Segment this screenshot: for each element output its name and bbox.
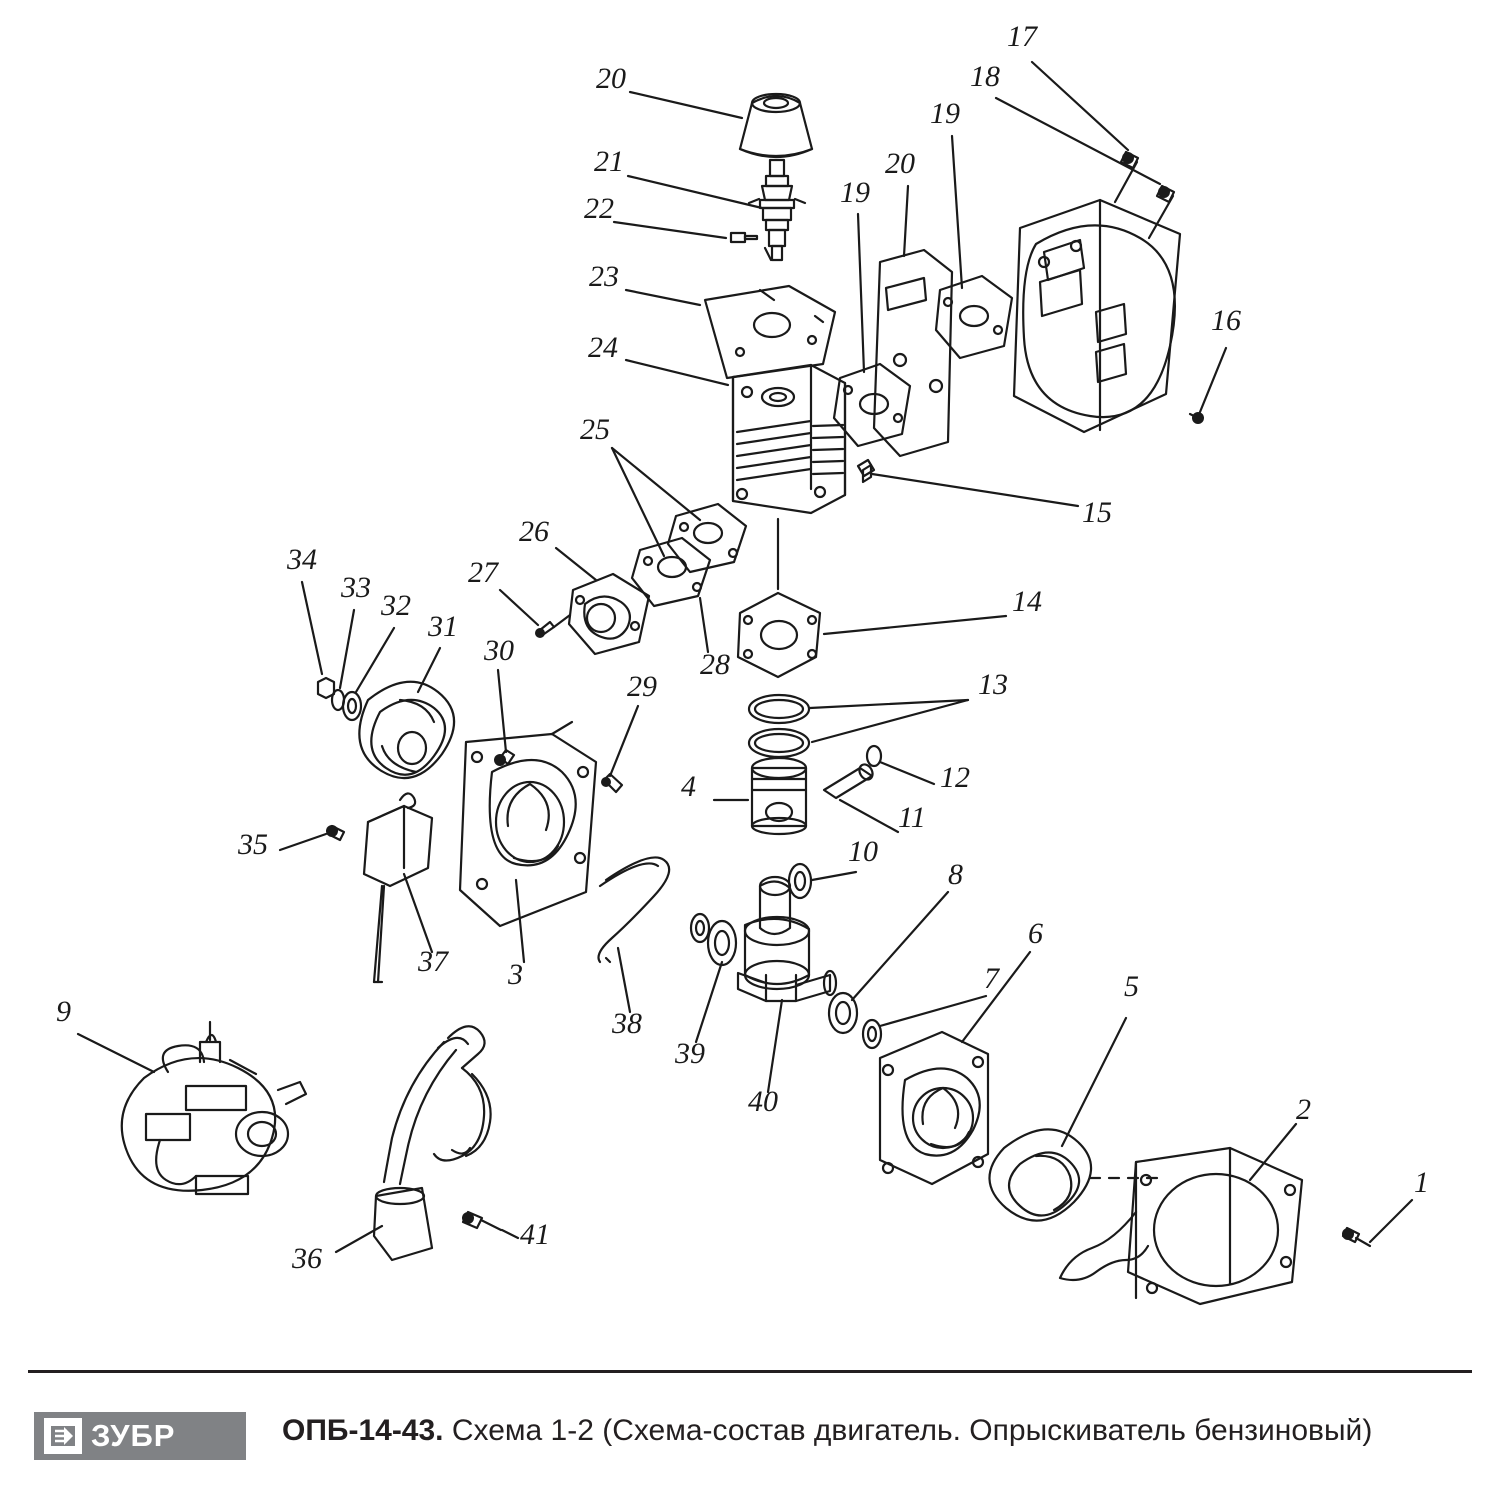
callout-34: 33 [341,571,371,604]
callout-40: 39 [675,1037,705,1070]
footer-divider [28,1370,1472,1373]
callout-12: 12 [940,761,970,794]
callout-7: 7 [984,962,999,995]
callout-3: 3 [508,958,523,991]
callout-17: 17 [1007,20,1037,53]
callout-2: 2 [1296,1093,1311,1126]
callout-4: 4 [681,770,696,803]
callout-19-second: 19 [840,176,870,209]
callout-20: 20 [885,147,915,180]
callout-18: 18 [970,60,1000,93]
brand-badge [34,1412,246,1460]
callout-30: 29 [627,670,657,703]
callout-39: 38 [612,1007,642,1040]
callout-15: 15 [1082,496,1112,529]
callout-8: 8 [948,858,963,891]
callout-31: 30 [484,634,514,667]
callout-27: 26 [519,515,549,548]
callout-38: 37 [418,945,448,978]
callout-41: 40 [748,1085,778,1118]
callout-29: 28 [700,648,730,681]
callout-42: 41 [520,1218,550,1251]
model-code: ОПБ-14-43. [282,1414,444,1447]
callout-21: 20 [596,62,626,95]
footer [0,1370,1500,1500]
callout-28: 27 [468,556,498,589]
callout-22: 21 [594,145,624,178]
callout-14: 14 [1012,585,1042,618]
callout-24: 23 [589,260,619,293]
callout-1: 1 [1414,1166,1429,1199]
callout-11: 11 [898,801,926,834]
callout-9: 9 [56,995,71,1028]
callout-33: 32 [381,589,411,622]
callout-37: 36 [292,1242,322,1275]
caption-description: Схема 1-2 (Схема-состав двигатель. Опрыскиватель бензиновый) [451,1414,1373,1447]
callout-32: 31 [428,610,458,643]
callout-25: 24 [588,331,618,364]
callout-10: 10 [848,835,878,868]
callout-13: 13 [978,668,1008,701]
arrow-in-square-icon [44,1418,82,1454]
callout-16: 16 [1211,304,1241,337]
brand-name: ЗУБР [91,1418,176,1453]
callout-5: 5 [1124,970,1139,1003]
callout-35: 34 [287,543,317,576]
callout-19: 19 [930,97,960,130]
callout-6: 6 [1028,917,1043,950]
callout-36: 35 [238,828,268,861]
callout-23: 22 [584,192,614,225]
diagram-caption [282,1414,1372,1448]
callout-26: 25 [580,413,610,446]
